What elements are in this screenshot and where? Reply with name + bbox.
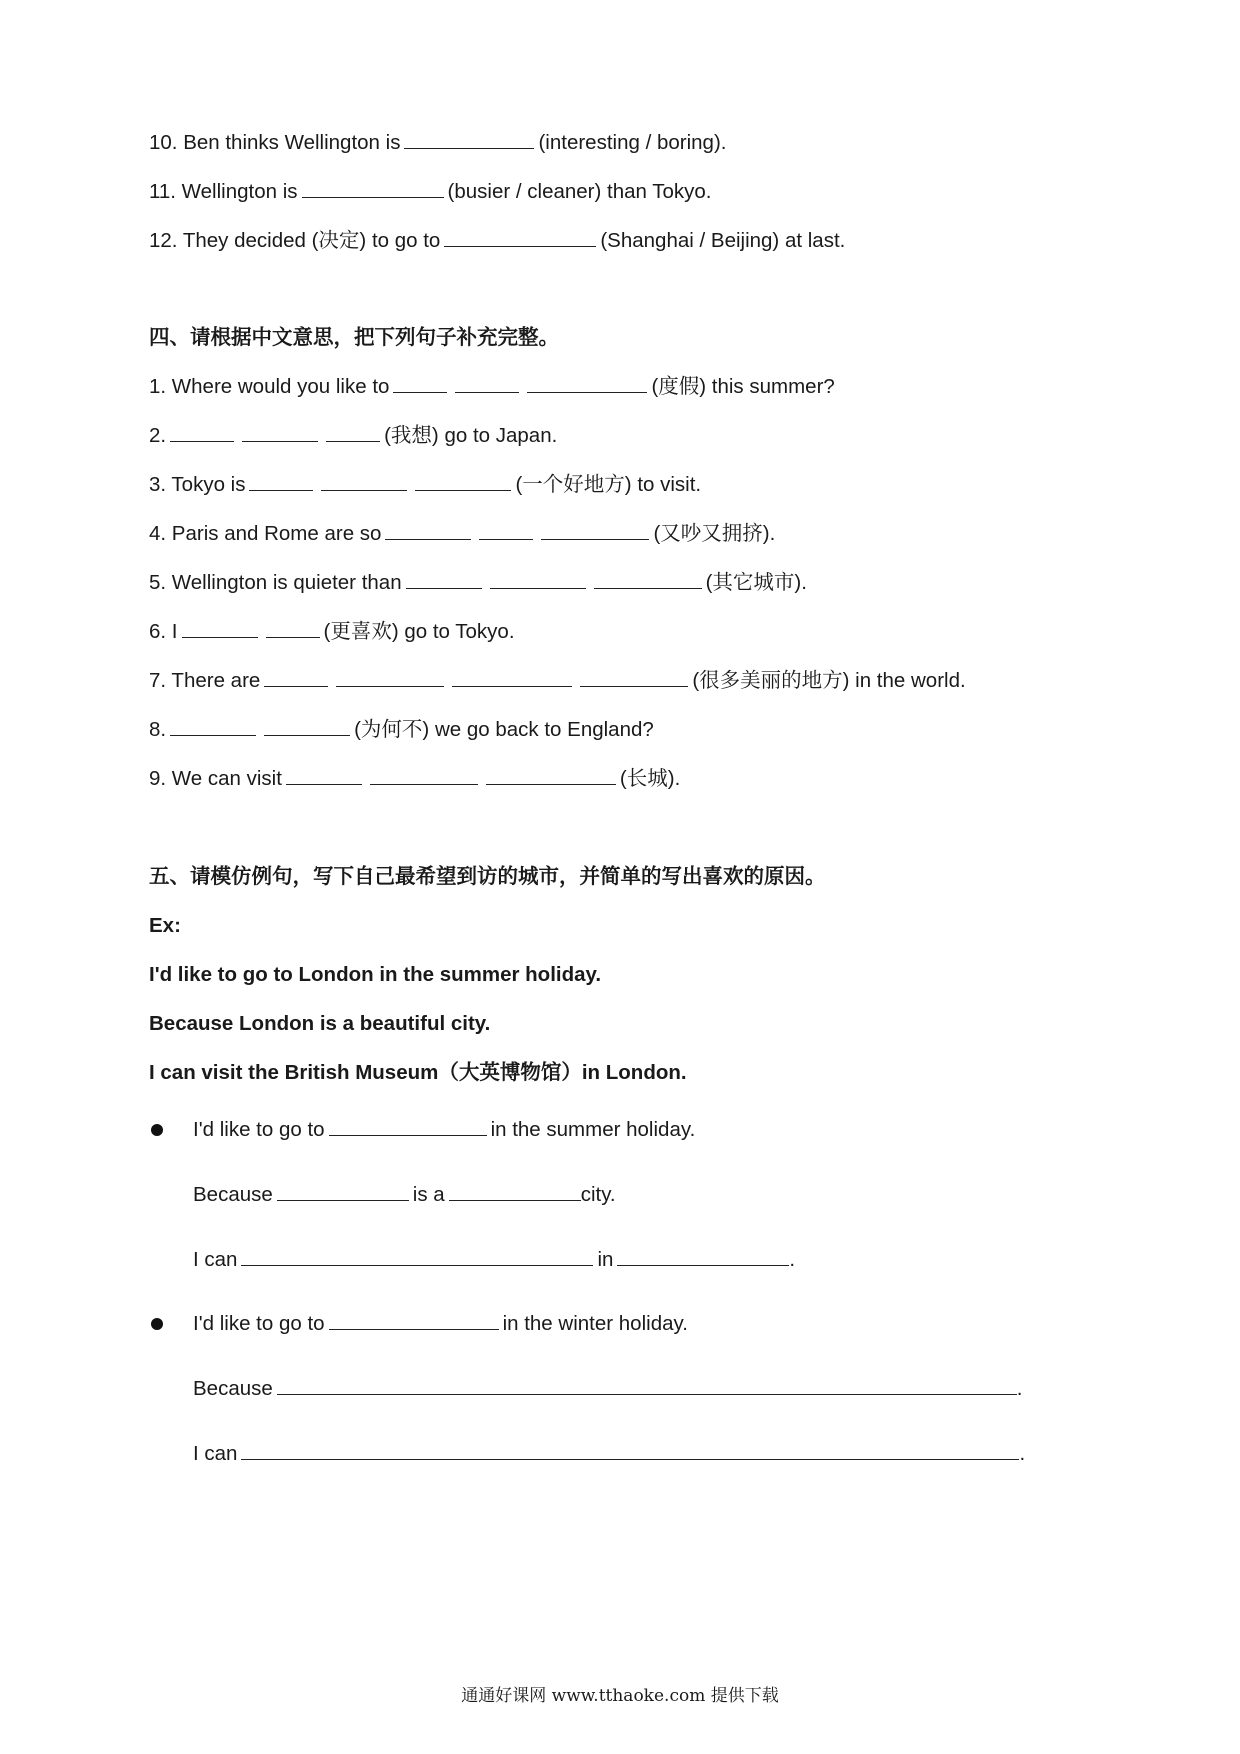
answer-blank[interactable] <box>455 374 519 393</box>
exercise-item: 9. We can visit (长城). <box>149 767 681 790</box>
exercise-item: 7. There are (很多美丽的地方) in the world. <box>149 669 966 692</box>
answer-blank[interactable] <box>452 668 572 687</box>
answer-blank[interactable] <box>321 472 407 491</box>
answer-blank[interactable] <box>241 1247 593 1266</box>
answer-blank[interactable] <box>326 423 380 442</box>
answer-blank[interactable] <box>393 374 447 393</box>
task-line: Because . <box>193 1377 1023 1400</box>
answer-blank[interactable] <box>449 1182 581 1201</box>
answer-blank[interactable] <box>329 1311 499 1330</box>
answer-blank[interactable] <box>617 1247 789 1266</box>
answer-blank[interactable] <box>329 1117 487 1136</box>
exercise-item: 5. Wellington is quieter than (其它城市). <box>149 571 807 594</box>
answer-blank[interactable] <box>242 423 318 442</box>
example-line: I'd like to go to London in the summer holiday. <box>149 963 602 986</box>
example-line: Because London is a beautiful city. <box>149 1012 491 1035</box>
answer-blank[interactable] <box>277 1182 409 1201</box>
exercise-item: 6. I (更喜欢) go to Tokyo. <box>149 620 515 643</box>
answer-blank[interactable] <box>385 521 471 540</box>
bullet-icon <box>151 1318 163 1330</box>
section-heading: 五、请模仿例句，写下自己最希望到访的城市，并简单的写出喜欢的原因。 <box>149 865 826 888</box>
task-line: I'd like to go to in the summer holiday. <box>193 1118 696 1141</box>
exercise-item: 1. Where would you like to (度假) this summer? <box>149 375 835 398</box>
answer-blank[interactable] <box>415 472 511 491</box>
answer-blank[interactable] <box>277 1376 1017 1395</box>
task-line: I'd like to go to in the winter holiday. <box>193 1312 688 1335</box>
answer-blank[interactable] <box>541 521 649 540</box>
exercise-item: 8. (为何不) we go back to England? <box>149 718 654 741</box>
task-line: Because is a city. <box>193 1183 616 1206</box>
answer-blank[interactable] <box>302 179 444 198</box>
answer-blank[interactable] <box>241 1441 1019 1460</box>
answer-blank[interactable] <box>336 668 444 687</box>
example-label: Ex: <box>149 914 181 937</box>
page-footer: 通通好课网 www.tthaoke.com 提供下载 <box>461 1686 779 1706</box>
answer-blank[interactable] <box>286 766 362 785</box>
exercise-item: 3. Tokyo is (一个好地方) to visit. <box>149 473 702 496</box>
answer-blank[interactable] <box>182 619 258 638</box>
task-line: I can . <box>193 1442 1026 1465</box>
answer-blank[interactable] <box>266 619 320 638</box>
exercise-item: 4. Paris and Rome are so (又吵又拥挤). <box>149 522 776 545</box>
answer-blank[interactable] <box>264 668 328 687</box>
exercise-item: 2. (我想) go to Japan. <box>149 424 558 447</box>
example-line: I can visit the British Museum（大英博物馆）in London. <box>149 1061 687 1084</box>
answer-blank[interactable] <box>170 717 256 736</box>
task-line: I can in . <box>193 1248 796 1271</box>
exercise-item: 10. Ben thinks Wellington is (interesting / boring). <box>149 131 727 154</box>
answer-blank[interactable] <box>444 228 596 247</box>
answer-blank[interactable] <box>249 472 313 491</box>
answer-blank[interactable] <box>370 766 478 785</box>
answer-blank[interactable] <box>404 130 534 149</box>
answer-blank[interactable] <box>479 521 533 540</box>
answer-blank[interactable] <box>406 570 482 589</box>
answer-blank[interactable] <box>264 717 350 736</box>
answer-blank[interactable] <box>486 766 616 785</box>
section-heading: 四、请根据中文意思，把下列句子补充完整。 <box>149 326 559 349</box>
bullet-icon <box>151 1124 163 1136</box>
exercise-item: 11. Wellington is (busier / cleaner) than Tokyo. <box>149 180 712 203</box>
answer-blank[interactable] <box>594 570 702 589</box>
exercise-item: 12. They decided (决定) to go to (Shanghai / Beijing) at last. <box>149 229 846 252</box>
answer-blank[interactable] <box>490 570 586 589</box>
answer-blank[interactable] <box>580 668 688 687</box>
answer-blank[interactable] <box>170 423 234 442</box>
answer-blank[interactable] <box>527 374 647 393</box>
